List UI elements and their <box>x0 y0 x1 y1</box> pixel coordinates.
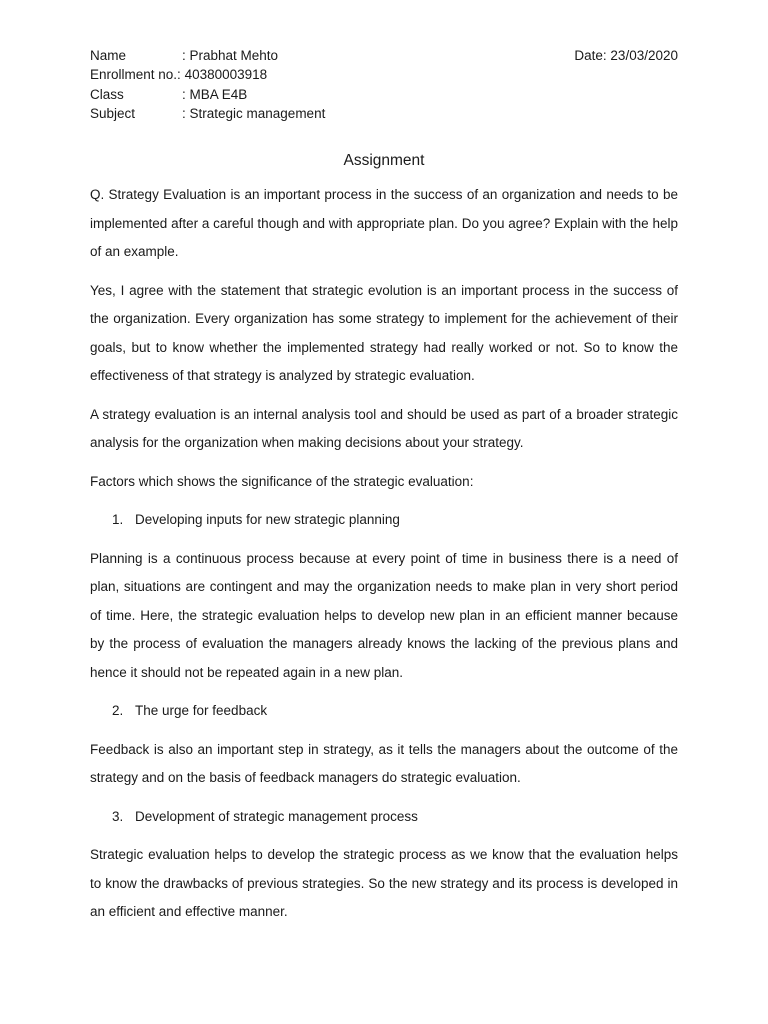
answer-intro: Yes, I agree with the statement that strategic evolution is an important process in the success of the organization. Every organization has some strategy to implement for the achievement of their goals, but to know whether the implemented strategy had really worked or not. So to know the effectiveness of that strategy is analyzed by strategic evaluation. <box>90 282 678 383</box>
factor-1-text: Planning is a continuous process because at every point of time in business there is a need of plan, situations are contingent and may the organization needs to make plan in very short period of time. Here, the strategic evaluation helps to develop new plan in an efficient manner because by the process of evaluation the managers already knows the lacking of the previous plans and hence it should not be repeated again in a new plan. <box>90 550 678 680</box>
factor-3-number: 3. <box>112 808 124 824</box>
name-value: : Prabhat Mehto <box>182 48 279 63</box>
factor-1-heading <box>112 506 678 535</box>
page-title: Assignment <box>343 152 425 169</box>
factor-1-number: 1. <box>112 512 124 527</box>
factor-3-title: Development of strategic management process <box>135 808 418 824</box>
enrollment-value: 40380003918 <box>184 67 268 83</box>
date: Date: 23/03/2020 <box>574 48 678 63</box>
class-value: : MBA E4B <box>182 86 248 102</box>
name-label: Name <box>90 48 127 63</box>
enrollment-label: Enrollment no.: <box>90 67 181 83</box>
factor-3-heading <box>112 803 678 832</box>
question: Q. Strategy Evaluation is an important process in the success of an organization and needs to be implemented after a careful though and with appropriate plan. Do you agree? Explain with the help of an example. <box>90 187 678 259</box>
factor-2-title: The urge for feedback <box>135 703 268 718</box>
enrollment-row <box>90 65 678 84</box>
factor-2-text: Feedback is also an important step in strategy, as it tells the managers about the outcome of the strategy and on the basis of feedback managers do strategic evaluation. <box>90 741 678 785</box>
assignment-body <box>90 181 678 937</box>
subject-row <box>90 104 678 123</box>
factor-2-number: 2. <box>112 703 124 718</box>
definition-paragraph: A strategy evaluation is an internal analysis tool and should be used as part of a broader strategic analysis for the organization when making decisions about your strategy. <box>90 406 678 450</box>
factor-1-title: Developing inputs for new strategic planning <box>135 512 400 527</box>
subject-value: : Strategic management <box>182 105 326 121</box>
factor-3-text: Strategic evaluation helps to develop the strategic process as we know that the evaluation helps to know the drawbacks of previous strategies. So the new strategy and its process is developed in an efficient and effective manner. <box>90 847 678 919</box>
class-label: Class <box>90 86 124 102</box>
factors-heading: Factors which shows the significance of the strategic evaluation: <box>90 473 474 489</box>
class-row <box>90 85 678 104</box>
student-info-header <box>90 46 678 123</box>
subject-label: Subject <box>90 105 136 121</box>
factor-2-heading <box>112 697 678 726</box>
